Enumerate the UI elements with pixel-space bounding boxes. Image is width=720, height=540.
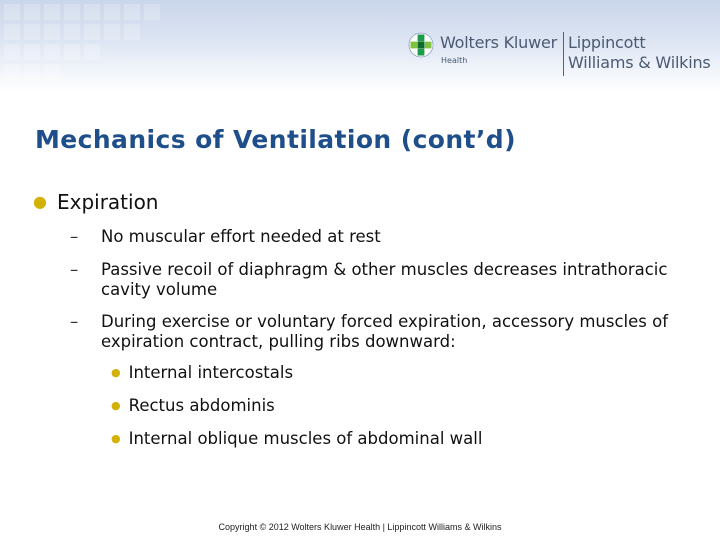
- sub-bullet-dot-icon: ●: [111, 432, 121, 445]
- header-pattern: [0, 0, 230, 92]
- slide-title: Mechanics of Ventilation (cont’d): [35, 125, 516, 154]
- logo-partner-line1: Lippincott: [568, 33, 646, 52]
- dash-marker-icon: –: [70, 260, 79, 279]
- logo-partner-line2: Williams & Wilkins: [568, 53, 711, 72]
- list-item-text: Passive recoil of diaphragm & other muscles decreases intrathoracic cavity volume: [101, 260, 668, 299]
- publisher-logo: [408, 30, 720, 80]
- list-item: [70, 260, 700, 300]
- logo-primary-text: Wolters Kluwer: [440, 33, 558, 52]
- sub-list-item: [111, 363, 293, 382]
- list-item-text: No muscular effort needed at rest: [101, 227, 381, 246]
- logo-sub-text: Health: [441, 56, 468, 65]
- sub-bullet-dot-icon: ●: [111, 366, 121, 379]
- sub-list-item-text: Rectus abdominis: [128, 396, 275, 415]
- sub-list-item: [111, 429, 482, 448]
- footer-copyright: Copyright © 2012 Wolters Kluwer Health | Lippincott Williams & Wilkins: [218, 522, 502, 532]
- logo-divider: [563, 32, 564, 76]
- main-bullet: [33, 190, 158, 214]
- list-item: [70, 227, 700, 247]
- bullet-dot-icon: ●: [33, 192, 47, 211]
- sub-list-item-text: Internal intercostals: [128, 363, 294, 382]
- header-band: [0, 0, 720, 92]
- list-item: [70, 312, 700, 352]
- dash-marker-icon: –: [70, 227, 79, 246]
- sub-bullet-dot-icon: ●: [111, 399, 121, 412]
- dash-marker-icon: –: [70, 312, 79, 331]
- list-item-text: During exercise or voluntary forced expiration, accessory muscles of expiration contract, pulling ribs downward:: [101, 312, 669, 351]
- sub-list-item-text: Internal oblique muscles of abdominal wall: [128, 429, 483, 448]
- wolters-kluwer-logo-icon: [408, 32, 434, 58]
- main-bullet-text: Expiration: [56, 190, 159, 214]
- sub-list-item: [111, 396, 275, 415]
